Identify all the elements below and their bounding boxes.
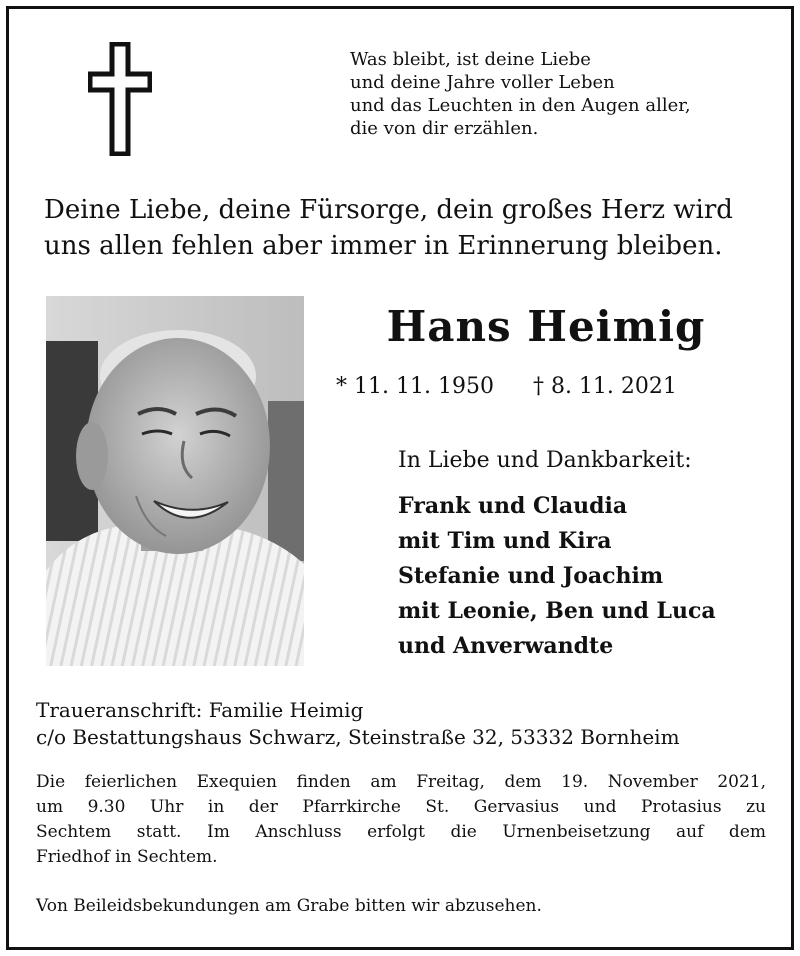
address-line: Traueranschrift: Familie Heimig [36, 698, 364, 722]
birth-date: * 11. 11. 1950 [336, 374, 494, 399]
service-line: Die feierlichen Exequien finden am Freitag, dem 19. November 2021, [36, 772, 766, 792]
service-line: um 9.30 Uhr in der Pfarrkirche St. Gervasius und Protasius zu [36, 797, 766, 817]
mourner-line: und Anverwandte [398, 633, 614, 659]
intro-text [44, 192, 759, 264]
address-line: c/o Bestattungshaus Schwarz, Steinstraße 32, 53332 Bornheim [36, 725, 680, 749]
service-line: Friedhof in Sechtem. [36, 847, 218, 867]
mourners-heading: In Liebe und Dankbarkeit: [398, 448, 692, 473]
closing-note: Von Beileidsbekundungen am Grabe bitten wir abzusehen. [36, 896, 542, 916]
verse-line: und das Leuchten in den Augen aller, [350, 95, 691, 116]
mourners-list [398, 489, 716, 664]
mourning-address [36, 697, 680, 751]
portrait-photo [46, 296, 304, 666]
life-dates [336, 374, 677, 399]
verse-line: Was bleibt, ist deine Liebe [350, 49, 591, 70]
service-line: Sechtem statt. Im Anschluss erfolgt die Urnenbeisetzung auf dem [36, 822, 766, 842]
mourner-line: Stefanie und Joachim [398, 563, 664, 589]
verse-line: und deine Jahre voller Leben [350, 72, 615, 93]
deceased-name: Hans Heimig [386, 302, 706, 351]
memorial-verse [350, 48, 691, 140]
mourner-line: mit Tim und Kira [398, 528, 612, 554]
intro-line: Deine Liebe, deine Fürsorge, dein großes Herz wird [44, 195, 733, 225]
intro-line: uns allen fehlen aber immer in Erinnerung bleiben. [44, 231, 723, 261]
service-info [36, 770, 766, 870]
mourner-line: mit Leonie, Ben und Luca [398, 598, 716, 624]
mourner-line: Frank und Claudia [398, 493, 628, 519]
verse-line: die von dir erzählen. [350, 118, 539, 139]
death-date: † 8. 11. 2021 [532, 374, 677, 399]
cross-icon [88, 42, 152, 156]
